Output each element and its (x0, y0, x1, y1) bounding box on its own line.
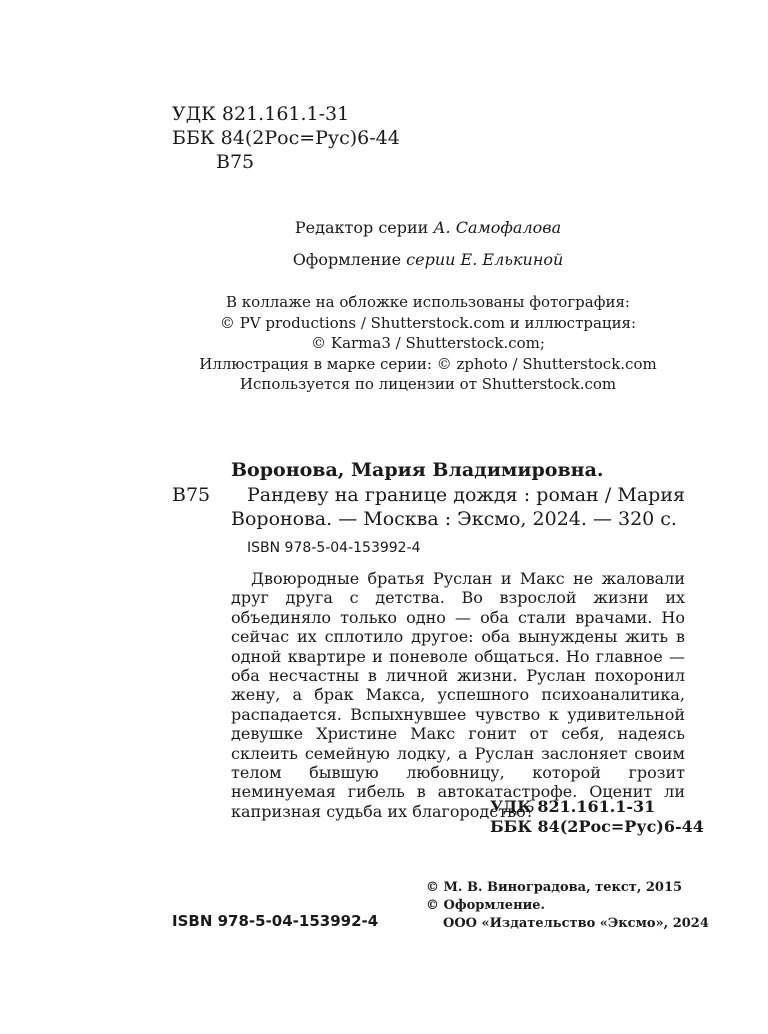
isbn-entry: ISBN 978-5-04-153992-4 (247, 540, 421, 556)
author-mark-side: В75 (172, 484, 211, 506)
author-mark: В75 (216, 151, 255, 173)
series-editor-name: А. Самофалова (433, 218, 562, 237)
bibliographic-description (231, 484, 685, 531)
series-design-name: серии Е. Елькиной (406, 250, 564, 269)
isbn-bottom: ISBN 978-5-04-153992-4 (172, 912, 379, 930)
photo-credits (150, 292, 706, 395)
copyright-design: © Оформление. (426, 898, 546, 913)
series-design-label: Оформление (292, 250, 407, 269)
series-editor-label: Редактор серии (294, 218, 434, 237)
photo-credit-line: Используется по лицензии от Shutterstock.com (239, 375, 617, 393)
bbk-code: ББК 84(2Рос=Рус)6-44 (172, 127, 400, 149)
book-author: Воронова, Мария Владимировна. (231, 459, 604, 481)
annotation-bbk: ББК 84(2Рос=Рус)6-44 (490, 817, 704, 836)
bibliographic-description-text: Рандеву на границе дождя : роман / Мария Воронова. — Москва : Эксмо, 2024. — 320 с. (231, 484, 685, 530)
copyright-text: © М. В. Виноградова, текст, 2015 (426, 880, 683, 895)
copyright-publisher: ООО «Издательство «Эксмо», 2024 (443, 916, 709, 931)
photo-credit-line: © PV productions / Shutterstock.com и иллюстрация: (219, 313, 637, 332)
udk-code: УДК 821.161.1-31 (172, 103, 350, 125)
photo-credit-line: © Karma3 / Shutterstock.com; (311, 334, 545, 352)
book-annotation: Двоюродные братья Руслан и Макс не жаловали друг друга с детства. Во взрослой жизни их объединяло только одно — оба стали врачами. Но сейчас их сплотило другое: оба вынуждены жить в одной квартире и поневоле общаться. Но главное — оба несчастны в личной жизни. Руслан похоронил жену, а брак Макса, успешного психоаналитика, распадается. Вспыхнувшее чувство к удивительной девушке Христине Макс гонит от себя, надеясь склеить семейную лодку, а Руслан заслоняет своим телом бывшую любовницу, которой грозит неминуемая гибель в автокатастрофе. Оценит ли капризная судьба их благородство? (231, 569, 685, 821)
annotation-udk: УДК 821.161.1-31 (490, 797, 656, 816)
copyright-block (426, 879, 709, 933)
photo-credit-line: Иллюстрация в марке серии: © zphoto / Shutterstock.com (199, 354, 657, 373)
series-design-credit (150, 249, 706, 271)
photo-credit-line: В коллаже на обложке использованы фотография: (226, 293, 630, 311)
annotation-codes (490, 797, 704, 837)
series-editor-credit (150, 217, 706, 239)
